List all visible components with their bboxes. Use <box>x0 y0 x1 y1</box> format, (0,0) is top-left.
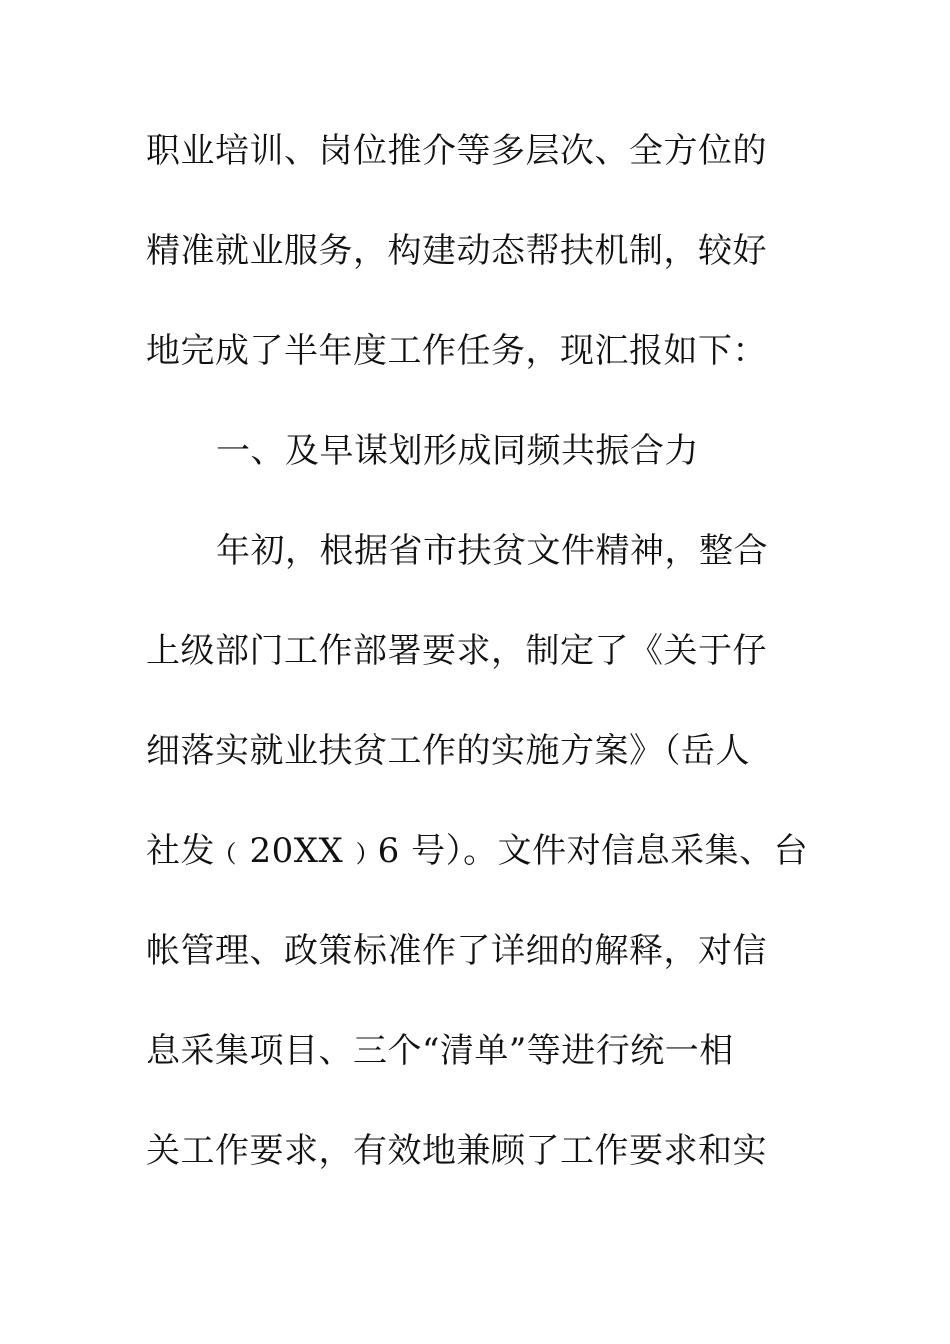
text-line: 上级部门工作部署要求，制定了《关于仔 <box>146 631 767 671</box>
text-line: 职业培训、岗位推介等多层次、全方位的 <box>146 131 767 171</box>
text-line: 地完成了半年度工作任务，现汇报如下： <box>146 331 767 371</box>
text-line: 息采集项目、三个“清单”等进行统一相 <box>146 1031 734 1071</box>
text-line: 关工作要求，有效地兼顾了工作要求和实 <box>146 1131 767 1171</box>
body-text <box>146 126 826 1226</box>
text-line: 细落实就业扶贫工作的实施方案》（岳人 <box>146 731 750 771</box>
text-line: 社发﹙20XX﹚6 号）。文件对信息采集、台 <box>146 831 809 871</box>
section-heading: 一、及早谋划形成同频共振合力 <box>216 431 699 471</box>
text-line: 精准就业服务，构建动态帮扶机制，较好 <box>146 231 767 271</box>
text-line: 帐管理、政策标准作了详细的解释，对信 <box>146 931 767 971</box>
paragraph-first-line: 年初，根据省市扶贫文件精神，整合 <box>216 531 768 571</box>
